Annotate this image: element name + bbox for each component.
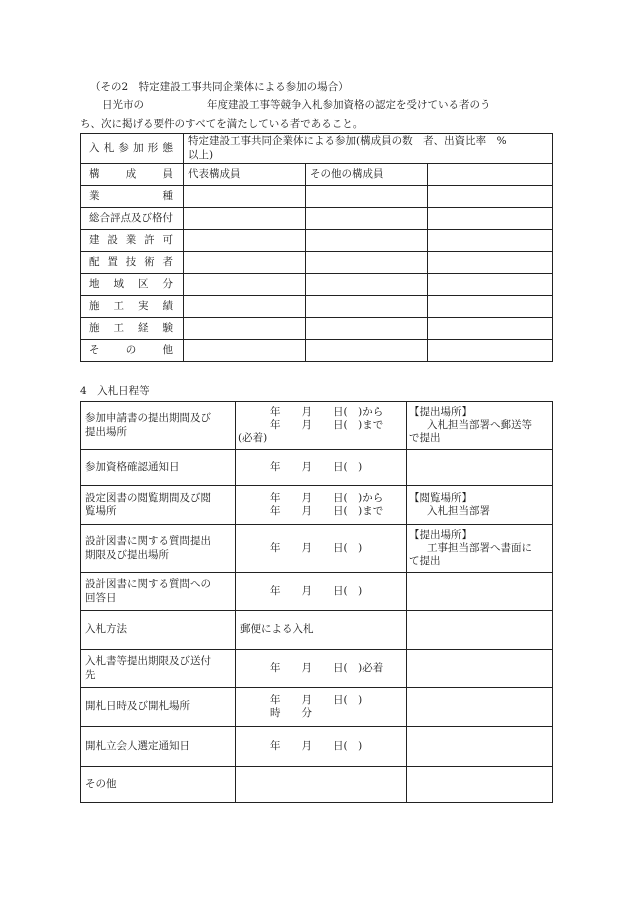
schedule-row [81,525,553,573]
requirement-cell [428,252,553,274]
label-char: 分 [162,277,173,290]
requirement-label [81,318,184,340]
schedule-place [407,767,553,803]
schedule-row [81,650,553,688]
schedule-date: 年 月 日( )から 年 月 日( )まで (必着) [236,402,407,450]
intro-line-1: 日光市の 年度建設工事等競争入札参加資格の認定を受けている者のう [102,99,491,111]
label-char: 設 [107,233,118,246]
schedule-label: 開札日時及び開札場所 [81,688,236,727]
schedule-place [407,727,553,767]
label-char: 態 [162,141,173,154]
requirement-row [81,318,553,340]
requirement-label [81,230,184,252]
requirement-cell [184,186,306,208]
schedule-label: 参加資格確認通知日 [81,450,236,486]
schedule-row [81,611,553,650]
requirement-row [81,208,553,230]
schedule-place [407,573,553,611]
requirement-row [81,252,553,274]
requirement-cell [306,340,428,362]
schedule-row [81,402,553,450]
requirement-cell [184,340,306,362]
requirement-row [81,340,553,362]
label-char: 員 [162,167,173,180]
schedule-place [407,688,553,727]
label-char: 施 [89,321,100,334]
requirement-cell [306,318,428,340]
label-char: 区 [138,277,149,290]
schedule-date: 郵便による入札 [236,611,407,650]
requirements-table [80,133,553,362]
schedule-label: 設計図書に関する質問への 回答日 [81,573,236,611]
intro-line-2: ち、次に掲げる要件のすべてを満たしている者であること。 [80,118,364,130]
label-char: 建 [89,233,100,246]
schedule-date: 年 月 日( ) [236,573,407,611]
schedule-row [81,767,553,803]
requirement-cell [428,274,553,296]
schedule-label: その他 [81,767,236,803]
schedule-row [81,688,553,727]
representative-header: 代表構成員 [184,164,306,186]
requirement-cell [184,274,306,296]
label-char: 他 [162,343,173,356]
label-char: 許 [144,233,155,246]
schedule-label: 入札方法 [81,611,236,650]
label-char: 技 [125,255,137,268]
label-char: 札 [103,141,115,154]
label-char: そ [89,343,100,356]
label-char: 者 [162,255,173,268]
requirement-cell [184,252,306,274]
schedule-date: 年 月 日( ) [236,525,407,573]
requirement-row [81,296,553,318]
requirement-cell [184,296,306,318]
schedule-table [80,401,553,803]
form-value: 特定建設工事共同企業体による参加(構成員の数 者、出資比率 % 以上) [184,134,553,164]
requirement-cell [306,252,428,274]
requirement-cell [184,208,306,230]
requirement-label [81,186,184,208]
label-char: 成 [125,167,137,180]
label-char: 加 [133,141,144,154]
label-char: 構 [89,167,100,180]
schedule-row [81,727,553,767]
requirement-cell [306,186,428,208]
schedule-label: 設定図書の閲覧期間及び閲 覧場所 [81,486,236,525]
requirement-cell [306,296,428,318]
requirement-cell [428,208,553,230]
requirement-label [81,208,184,230]
label-char: 形 [147,141,159,154]
requirement-label [81,252,184,274]
schedule-row [81,450,553,486]
requirement-cell [428,230,553,252]
schedule-place: 【閲覧場所】 入札担当部署 [407,486,553,525]
requirement-label [81,340,184,362]
label-char: 総合評点及び格付 [89,211,173,224]
requirement-cell [306,230,428,252]
requirement-cell [306,208,428,230]
requirement-row [81,186,553,208]
schedule-date [236,767,407,803]
label-char: 実 [138,299,149,312]
schedule-date: 年 月 日( ) 時 分 [236,688,407,727]
label-char: 業 [125,233,137,246]
schedule-row [81,573,553,611]
schedule-label: 参加申請書の提出期間及び 提出場所 [81,402,236,450]
blank-header [428,164,553,186]
requirement-label [81,296,184,318]
label-char: 地 [89,277,100,290]
requirement-row [81,230,553,252]
label-char: 配 [89,255,100,268]
label-char: 工 [113,321,124,334]
schedule-date: 年 月 日( ) [236,450,407,486]
schedule-place [407,450,553,486]
label-char: 施 [89,299,100,312]
label-char: 域 [113,277,124,290]
label-char: 業 [89,189,100,202]
requirement-cell [428,186,553,208]
subsection-heading: （その2 特定建設工事共同企業体による参加の場合） [90,81,349,93]
schedule-label: 設計図書に関する質問提出 期限及び提出場所 [81,525,236,573]
schedule-date: 年 月 日( )から 年 月 日( )まで [236,486,407,525]
member-label [81,164,184,186]
label-char: 験 [162,321,173,334]
label-char: 経 [138,321,149,334]
schedule-place [407,611,553,650]
requirement-cell [184,230,306,252]
requirement-cell [428,296,553,318]
label-char: 術 [144,255,155,268]
schedule-place [407,650,553,688]
label-char: の [125,343,137,356]
schedule-label: 入札書等提出期限及び送付 先 [81,650,236,688]
requirement-cell [428,318,553,340]
schedule-date: 年 月 日( ) [236,727,407,767]
label-char: 工 [113,299,124,312]
label-char: 種 [162,189,173,202]
schedule-date: 年 月 日( )必着 [236,650,407,688]
label-char: 置 [107,255,118,268]
label-char: 績 [162,299,173,312]
label-char: 可 [162,233,173,246]
requirement-cell [306,274,428,296]
schedule-label: 開札立会人選定通知日 [81,727,236,767]
section4-heading: 4 入札日程等 [80,385,150,397]
schedule-place: 【提出場所】 工事担当部署へ書面に て提出 [407,525,553,573]
requirement-row [81,274,553,296]
requirement-label [81,274,184,296]
schedule-place: 【提出場所】 入札担当部署へ郵送等 で提出 [407,402,553,450]
form-label [81,134,184,164]
requirement-cell [428,340,553,362]
label-char: 参 [118,141,129,154]
requirement-cell [184,318,306,340]
schedule-row [81,486,553,525]
other-members-header: その他の構成員 [306,164,428,186]
label-char: 入 [89,141,100,154]
